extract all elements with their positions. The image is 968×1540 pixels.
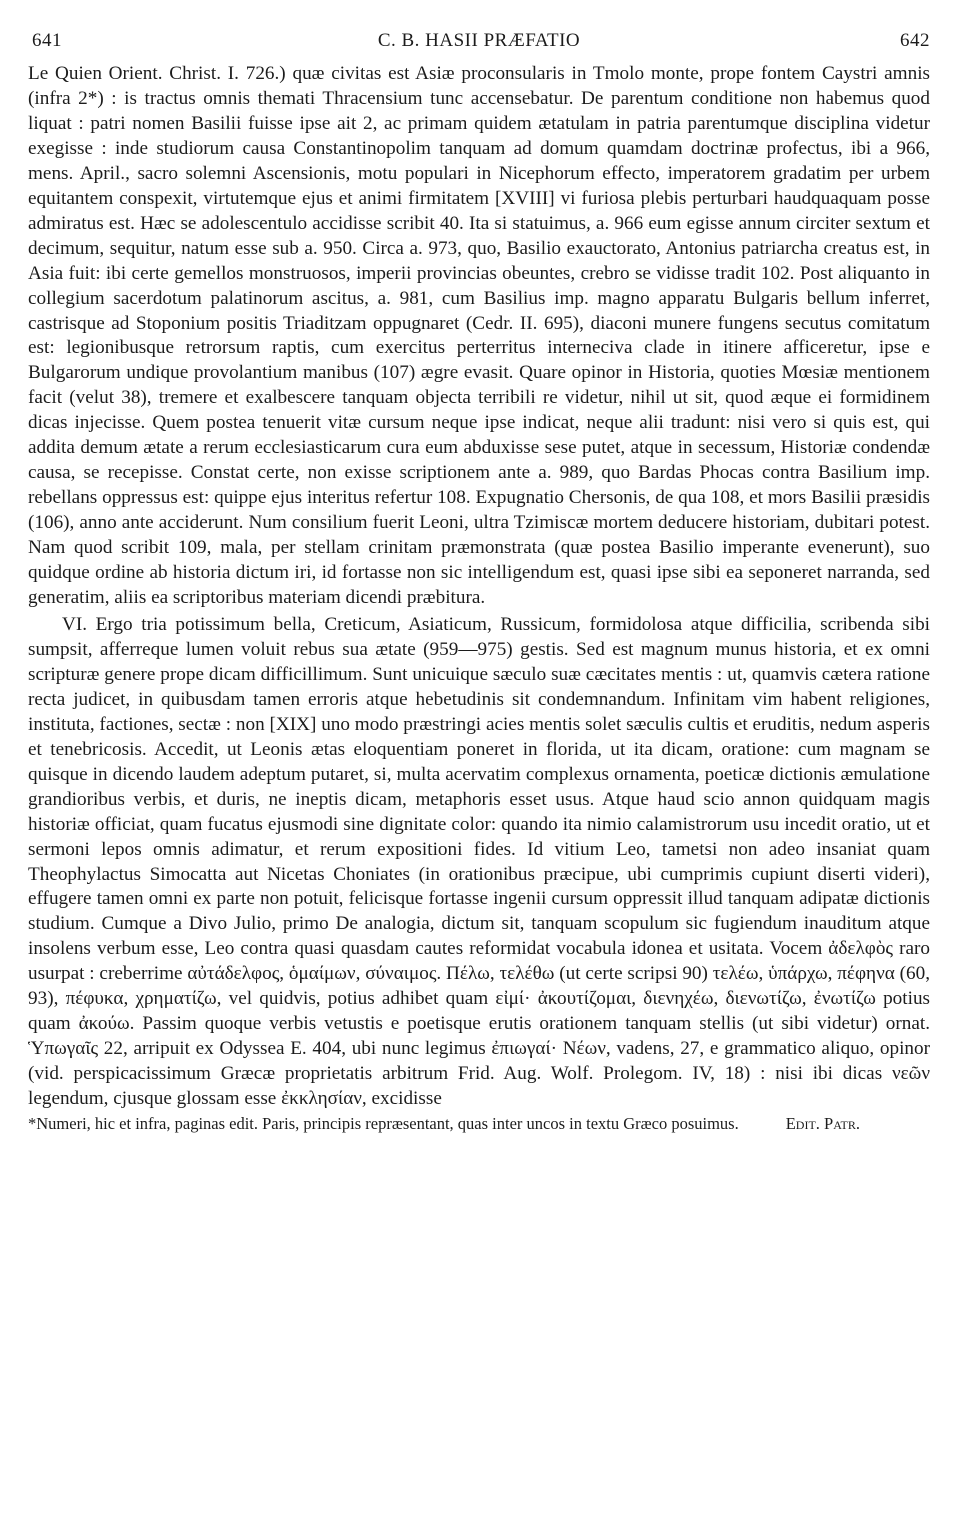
running-title: C. B. HASII PRÆFATIO: [377, 30, 581, 51]
footnote-signature: Edit. Patr.: [785, 1114, 860, 1134]
page-number-right: 642: [900, 30, 930, 51]
paragraph-section-vi: VI. Ergo tria potissimum bella, Creticum, Asiaticum, Russicum, formidolosa atque difficilia, scribenda sibi sumpsit, afferreque lumen voluit rebus sua ætate (959—975) gestis. Sed est magnum munus historia, et ex omni scripturæ genere prope dicam difficillimum. Sunt unicuique sæculo suæ cæcitates mentis : ut, quamvis cætera ratione recta judicet, in quibusdam tamen erroris atque hebetudinis sit condemnandum. Infinitam vim habent religiones, instituta, factiones, sectæ : non [XIX] uno modo præstringi acies mentis solet sæculis cultis et eruditis, nedum asperis et tenebricosis. Accedit, ut Leonis ætas eloquentiam poneret in florida, ut ita dicam, oratione: cum magnam se quisque in dicendo laudem adeptum putaret, si, multa acervatim complexus ornamenta, poeticæ dictionis æmulatione grandioribus verbis, et duris, ne ineptis dicam, metaphoris esset usus. Atque haud scio annon quidquam magis historiæ officiat, quam fucatus ejusmodi sine dignitate color: quando ita nimio calamistrorum usu incedit oratio, ut et sermoni lepos omnis adimatur, et rerum expositioni fides. Id vitium Leo, tametsi non adeo insaniat quam Theophylactus Simocatta aut Nicetas Choniates (in orationibus præcipue, ubi cumprimis cupiunt diserti videri), effugere tamen omni ex parte non potuit, felicisque fortasse ingenii cursum oppressit illud tanquam adipatæ dictionis studium. Cumque a Divo Julio, primo De analogia, dictum sit, tanquam scopulum sic fugiendum inauditum atque insolens verbum esse, Leo contra quasi quasdam cautes reformidat vocabula idonea et usitata. Vocem ἀδελφὸς raro usurpat : creberrime αὐτάδελφος, ὁμαίμων, σύναιμος. Πέλω, τελέθω (ut certe scripsi 90) τελέω, ὑπάρχω, πέφηνα (60, 93), πέφυκα, χρηματίζω, vel quidvis, potius adhibet quam εἰμί· ἀκουτίζομαι, διενηχέω, διενωτίζω, ἐνωτίζω potius quam ἀκούω. Passim quoque verbis vetustis e poetisque erutis orationem tanquam stellis (ut sibi videtur) ornat. Ὑπωγαῖς 22, arripuit ex Odyssea E. 404, ubi nunc legimus ἐπιωγαί· Νέων, vadens, 27, e grammatico aliquo, opinor (vid. perspicacissimum Græcæ proprietatis arbitrum Frid. Aug. Wolf. Prolegom. IV, 18) : nisi ibi dicas νεῶν legendum, cjusque glossam esse ἐκκλησίαν, excidisse: [28, 613, 930, 1110]
page-number-left: 641: [32, 30, 62, 51]
running-header: [28, 30, 930, 60]
paragraph-continued: Le Quien Orient. Christ. I. 726.) quæ civitas est Asiæ proconsularis in Tmolo monte, prope fontem Caystri amnis (infra 2*) : is tractus omnis themati Thracensium tunc accensebatur. De parentum conditione non habemus quod liquat : patri nomen Basilii fuisse ipse ait 2, ac primam quidem ætatulam in patria parentumque disciplina videtur exegisse : inde studiorum causa Constantinopolim tanquam ad domum quamdam doctrinæ profectus, ibi a 966, mens. April., sacro solemni Ascensionis, motu populari in Nicephorum effecto, imperatorem gradatim per urbem equitantem conspexit, virtutemque ejus et animi firmitatem [XVIII] vi furiosa plebis perturbari haudquaquam posse admiratus est. Hæc se adolescentulo accidisse scribit 40. Ita si statuimus, a. 966 eum egisse annum circiter sextum et decimum, sequitur, natum esse sub a. 950. Circa a. 973, quo, Basilio exauctorato, Antonius patriarcha creatus est, in Asia fuit: ibi certe gemellos monstruosos, imperii provincias obeuntes, crebro se vidisse tradit 102. Post aliquanto in collegium sacerdotum palatinorum ascitus, a. 981, cum Basilius imp. magno apparatu Bulgaris bellum inferret, castrisque ad Stoponium positis Triaditzam oppugnaret (Cedr. II. 695), diaconi munere fungens secutus comitatum est: legionibusque retrorsum raptis, cum exercitus perterritus interneciva clade in itinere afficeretur, ipse e Bulgarorum undique provolantium manibus (107) ægre evasit. Quare opinor in Historia, quoties Mœsiæ mentionem facit (velut 38), tremere et exalbescere tanquam objecta terribili re videtur, nihil ut sit, quod æque ei formidinem dicas injecisse. Quem postea tenuerit vitæ cursum neque ipse indicat, neque alii tradunt: nisi vero si quis est, qui addita demum ætate a rerum ecclesiasticarum cura eum abduxisse sese putet, atque in secessum, Historiæ condendæ causa, se recepisse. Constat certe, non exisse scriptionem ante a. 989, quo Bardas Phocas contra Basilium imp. rebellans oppressus est: quippe ejus interitus refertur 108. Expugnatio Chersonis, de qua 108, et mors Basilii præsidis (106), anno ante acciderunt. Num consilium fuerit Leoni, ultra Tzimiscæ mortem deducere historiam, dubitari potest. Nam quod scribit 109, mala, per stellam crinitam præmonstrata (quæ postea Basilio imperante evenerunt), suo quidque ordine ab historia dictum iri, id fortasse non sic intelligendum est, quasi ipse sibi ea seponeret narranda, sed generatim, aliis ea scriptoribus materiam dicendi præbitura.: [28, 63, 930, 609]
body-text: [28, 62, 930, 1112]
footnote-text: *Numeri, hic et infra, paginas edit. Paris, principis repræsentant, quas inter uncos in textu Græco posuimus.: [28, 1114, 739, 1134]
footnote: [28, 1114, 930, 1133]
book-page: [28, 30, 930, 1510]
